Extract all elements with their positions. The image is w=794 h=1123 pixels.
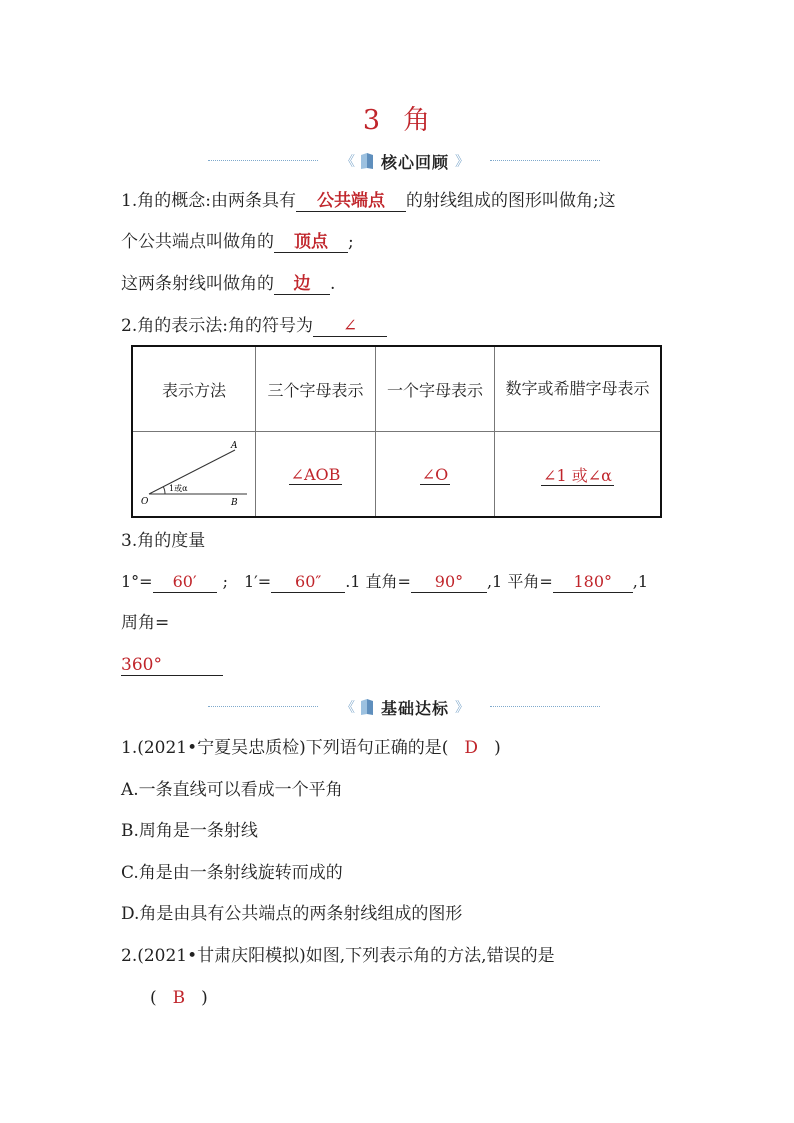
review-q1-line1: 1.角的概念:由两条具有 公共端点 的射线组成的图形叫做角;这 xyxy=(121,191,616,211)
point-label-a: A xyxy=(231,441,238,451)
point-label-o: O xyxy=(141,497,149,507)
double-chevron-left-icon: 《 xyxy=(340,700,353,716)
table-header-cell: 表示方法 xyxy=(132,346,256,432)
review-q1-line3: 这两条射线叫做角的 边 . xyxy=(121,274,336,294)
angle-diagram xyxy=(135,432,253,512)
table-cell xyxy=(376,432,495,518)
table-cell xyxy=(495,432,662,518)
review-q2: 2.角的表示法:角的符号为 ∠ xyxy=(121,315,387,337)
banner-label: 基础达标 xyxy=(380,698,449,718)
answer-blank: ∠ xyxy=(313,316,387,337)
table-header-cell: 一个字母表示 xyxy=(376,346,495,432)
banner-divider xyxy=(490,160,600,161)
table-header-cell: 数字或希腊字母表示 xyxy=(495,346,662,432)
review-q3-line3 xyxy=(121,654,223,676)
table-row xyxy=(132,432,661,518)
title-text: 角 xyxy=(403,105,432,136)
banner-divider xyxy=(208,160,318,161)
answer-blank: 60′ xyxy=(153,572,217,593)
angle-diagram-cell xyxy=(132,432,256,518)
option-a: A.一条直线可以看成一个平角 xyxy=(121,780,343,800)
basic-q2-answer: ( B ) xyxy=(150,988,208,1008)
answer-blank: ∠1 或∠α xyxy=(543,465,612,485)
review-q3-line2: 周角= xyxy=(121,613,170,633)
title-number: 3 xyxy=(362,105,382,136)
option-b: B.周角是一条射线 xyxy=(121,821,258,841)
section-banner-basic xyxy=(208,695,600,719)
answer-choice: D xyxy=(464,738,479,758)
banner-divider xyxy=(490,706,600,707)
answer-blank: 顶点 xyxy=(274,232,348,253)
answer-blank: 边 xyxy=(274,274,330,295)
answer-blank: ∠AOB xyxy=(290,464,341,484)
book-icon xyxy=(359,698,375,716)
table-header-cell: 三个字母表示 xyxy=(256,346,376,432)
review-q1-line2: 个公共端点叫做角的 顶点 ; xyxy=(121,232,354,252)
answer-blank: 90° xyxy=(411,572,487,593)
answer-blank: 360° xyxy=(121,655,223,676)
page-title xyxy=(0,98,794,137)
table-header-row xyxy=(132,346,661,432)
answer-blank: 公共端点 xyxy=(296,191,406,212)
answer-blank: ∠O xyxy=(421,464,449,484)
option-d: D.角是由具有公共端点的两条射线组成的图形 xyxy=(121,904,463,924)
answer-blank: 60″ xyxy=(271,572,345,593)
option-c: C.角是由一条射线旋转而成的 xyxy=(121,863,343,883)
review-q3-title: 3.角的度量 xyxy=(121,531,206,551)
answer-choice: B xyxy=(172,988,186,1008)
book-icon xyxy=(359,152,375,170)
basic-q1-stem: 1.(2021•宁夏吴忠质检)下列语句正确的是( D ) xyxy=(121,738,501,758)
angle-label: 1或α xyxy=(169,484,188,493)
double-chevron-left-icon: 《 xyxy=(340,154,353,170)
double-chevron-right-icon: 》 xyxy=(455,700,467,716)
basic-q2-stem: 2.(2021•甘肃庆阳模拟)如图,下列表示角的方法,错误的是 xyxy=(121,946,555,966)
table-cell xyxy=(256,432,376,518)
banner-label: 核心回顾 xyxy=(380,152,449,172)
section-banner-review xyxy=(208,149,600,173)
banner-divider xyxy=(208,706,318,707)
review-q3-line1: 1°= 60′ ; 1′= 60″ .1 直角= 90° ,1 平角= 180° ,1 xyxy=(121,572,648,591)
point-label-b: B xyxy=(231,498,238,508)
double-chevron-right-icon: 》 xyxy=(455,154,467,170)
angle-notation-table xyxy=(131,345,662,518)
answer-blank: 180° xyxy=(553,572,633,593)
